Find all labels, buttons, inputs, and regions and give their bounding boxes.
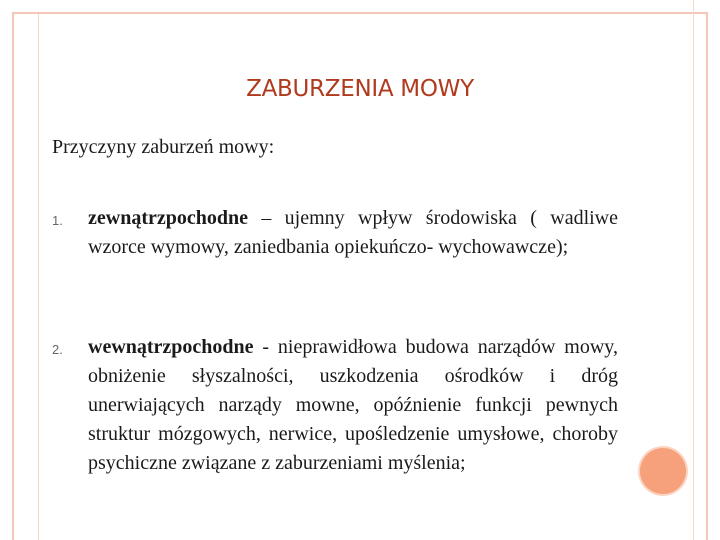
list-item — [52, 204, 618, 262]
list-item-description: - nieprawidłowa budowa narządów mowy, obniżenie słyszalności, uszkodzenia ośrodków i dróg unerwiających narządy mowne, opóźnienie funkcji pewnych struktur mózgowych, nerwice, upośledzenie umysłowe, choroby psychiczne związane z zaburzeniami myślenia; — [88, 336, 618, 474]
list-item — [52, 333, 618, 478]
slide-title: ZABURZENIA MOWY — [246, 76, 474, 102]
decorative-circle — [640, 448, 686, 494]
slide-subtitle: Przyczyny zaburzeń mowy: — [52, 136, 275, 158]
list-item-text — [88, 333, 618, 478]
list-item-text — [88, 204, 618, 262]
list-item-term: wewnątrzpochodne — [88, 336, 254, 358]
list-item-term: zewnątrzpochodne — [88, 207, 248, 229]
list-item-number: 1. — [52, 213, 63, 228]
list-item-number: 2. — [52, 342, 63, 357]
list-item-description: – ujemny wpływ środowiska ( wadliwe wzorce wymowy, zaniedbania opiekuńczo- wychowawcze); — [88, 207, 618, 258]
